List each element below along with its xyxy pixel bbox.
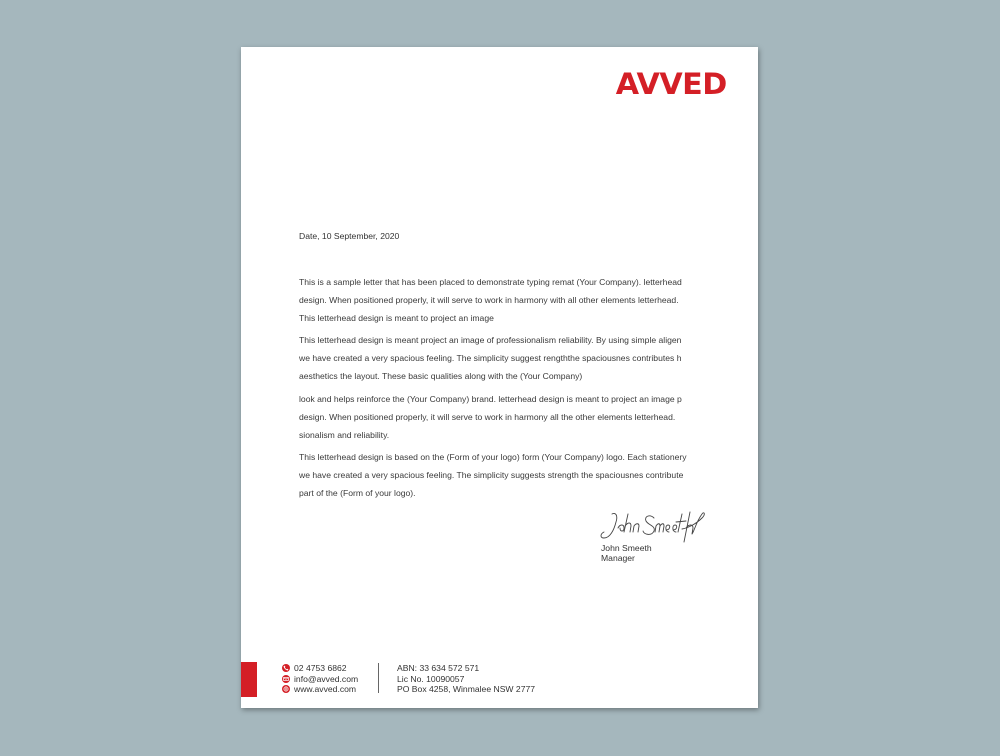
email-address: info@avved.com [294, 673, 359, 684]
footer-accent-bar [241, 662, 257, 697]
company-logo: AVVED [615, 67, 727, 101]
globe-icon [282, 685, 290, 693]
signer-block [601, 543, 652, 563]
text-line: design. When positioned properly, it will serve to work in harmony with all other elements letterhead. [299, 295, 679, 306]
letter-date: Date, 10 September, 2020 [299, 231, 400, 241]
contact-phone [282, 663, 358, 674]
phone-icon [282, 664, 290, 672]
text-line: we have created a very spacious feeling. The simplicity suggests strength the spaciousnes contribute [299, 469, 684, 480]
text-line: This letterhead design is meant project an image of professionalism reliability. By using simple aligen [299, 335, 682, 346]
website-url: www.avved.com [294, 684, 357, 694]
postal-address: PO Box 4258, Winmalee NSW 2777 [397, 684, 536, 694]
text-line: design. When positioned properly, it will serve to work in harmony all the other elements letterhead. [299, 411, 676, 422]
text-line: aesthetics the layout. These basic qualities along with the (Your Company) [299, 371, 583, 382]
handwritten-signature [598, 508, 708, 548]
email-icon [282, 675, 290, 683]
signer-title: Manager [601, 553, 635, 563]
license-number: Lic No. 10090057 [397, 673, 465, 684]
text-line: part of the (Form of your logo). [299, 488, 416, 499]
paragraph [299, 331, 755, 385]
paragraph [299, 448, 755, 502]
letterhead-page [241, 47, 758, 708]
text-line: This letterhead design is meant to project an image [299, 313, 494, 324]
text-line: This letterhead design is based on the (Form of your logo) form (Your Company) logo. Each stationery [299, 451, 687, 462]
footer-registration [397, 663, 535, 695]
letter-body [299, 273, 755, 506]
signer-name: John Smeeth [601, 543, 652, 553]
phone-number: 02 4753 6862 [294, 663, 347, 673]
footer-contact [282, 663, 358, 695]
contact-email [282, 674, 358, 685]
footer-divider [378, 663, 379, 693]
contact-website [282, 684, 358, 695]
text-line: we have created a very spacious feeling. The simplicity suggest rengththe spaciousnes contributes h [299, 353, 682, 364]
abn-number: ABN: 33 634 572 571 [397, 663, 480, 673]
text-line: look and helps reinforce the (Your Company) brand. letterhead design is meant to project an image p [299, 393, 682, 404]
text-line: This is a sample letter that has been placed to demonstrate typing remat (Your Company). letterhead [299, 277, 682, 287]
paragraph [299, 390, 755, 444]
paragraph [299, 273, 755, 327]
text-line: sionalism and reliability. [299, 429, 390, 440]
